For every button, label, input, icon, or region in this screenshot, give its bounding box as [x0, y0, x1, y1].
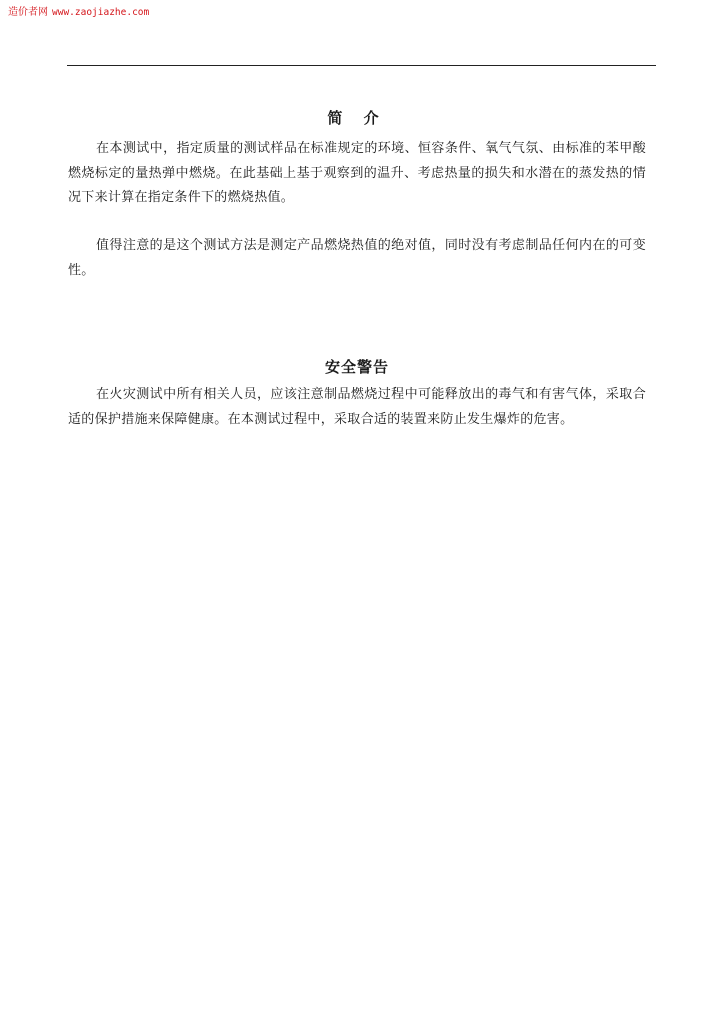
watermark-name: 造价者网 [8, 7, 48, 18]
header-rule [67, 65, 656, 66]
introduction-paragraph-1: 在本测试中，指定质量的测试样品在标准规定的环境、恒容条件、氧气气氛、由标准的苯甲酸燃烧标定的量热弹中燃烧。在此基础上基于观察到的温升、考虑热量的损失和水潜在的蒸发热的情况下来计算在指定条件下的燃烧热值。 [68, 141, 646, 205]
safety-warning-title: 安全警告 [324, 358, 389, 377]
watermark-url: www.zaojiazhe.com [52, 7, 150, 18]
introduction-title: 简 介 [327, 109, 387, 128]
introduction-paragraph-2: 值得注意的是这个测试方法是测定产品燃烧热值的绝对值，同时没有考虑制品任何内在的可变性。 [68, 238, 646, 278]
safety-warning-paragraph-1: 在火灾测试中所有相关人员，应该注意制品燃烧过程中可能释放出的毒气和有害气体，采取合适的保护措施来保障健康。在本测试过程中，采取合适的装置来防止发生爆炸的危害。 [68, 387, 646, 427]
site-watermark [8, 6, 149, 20]
